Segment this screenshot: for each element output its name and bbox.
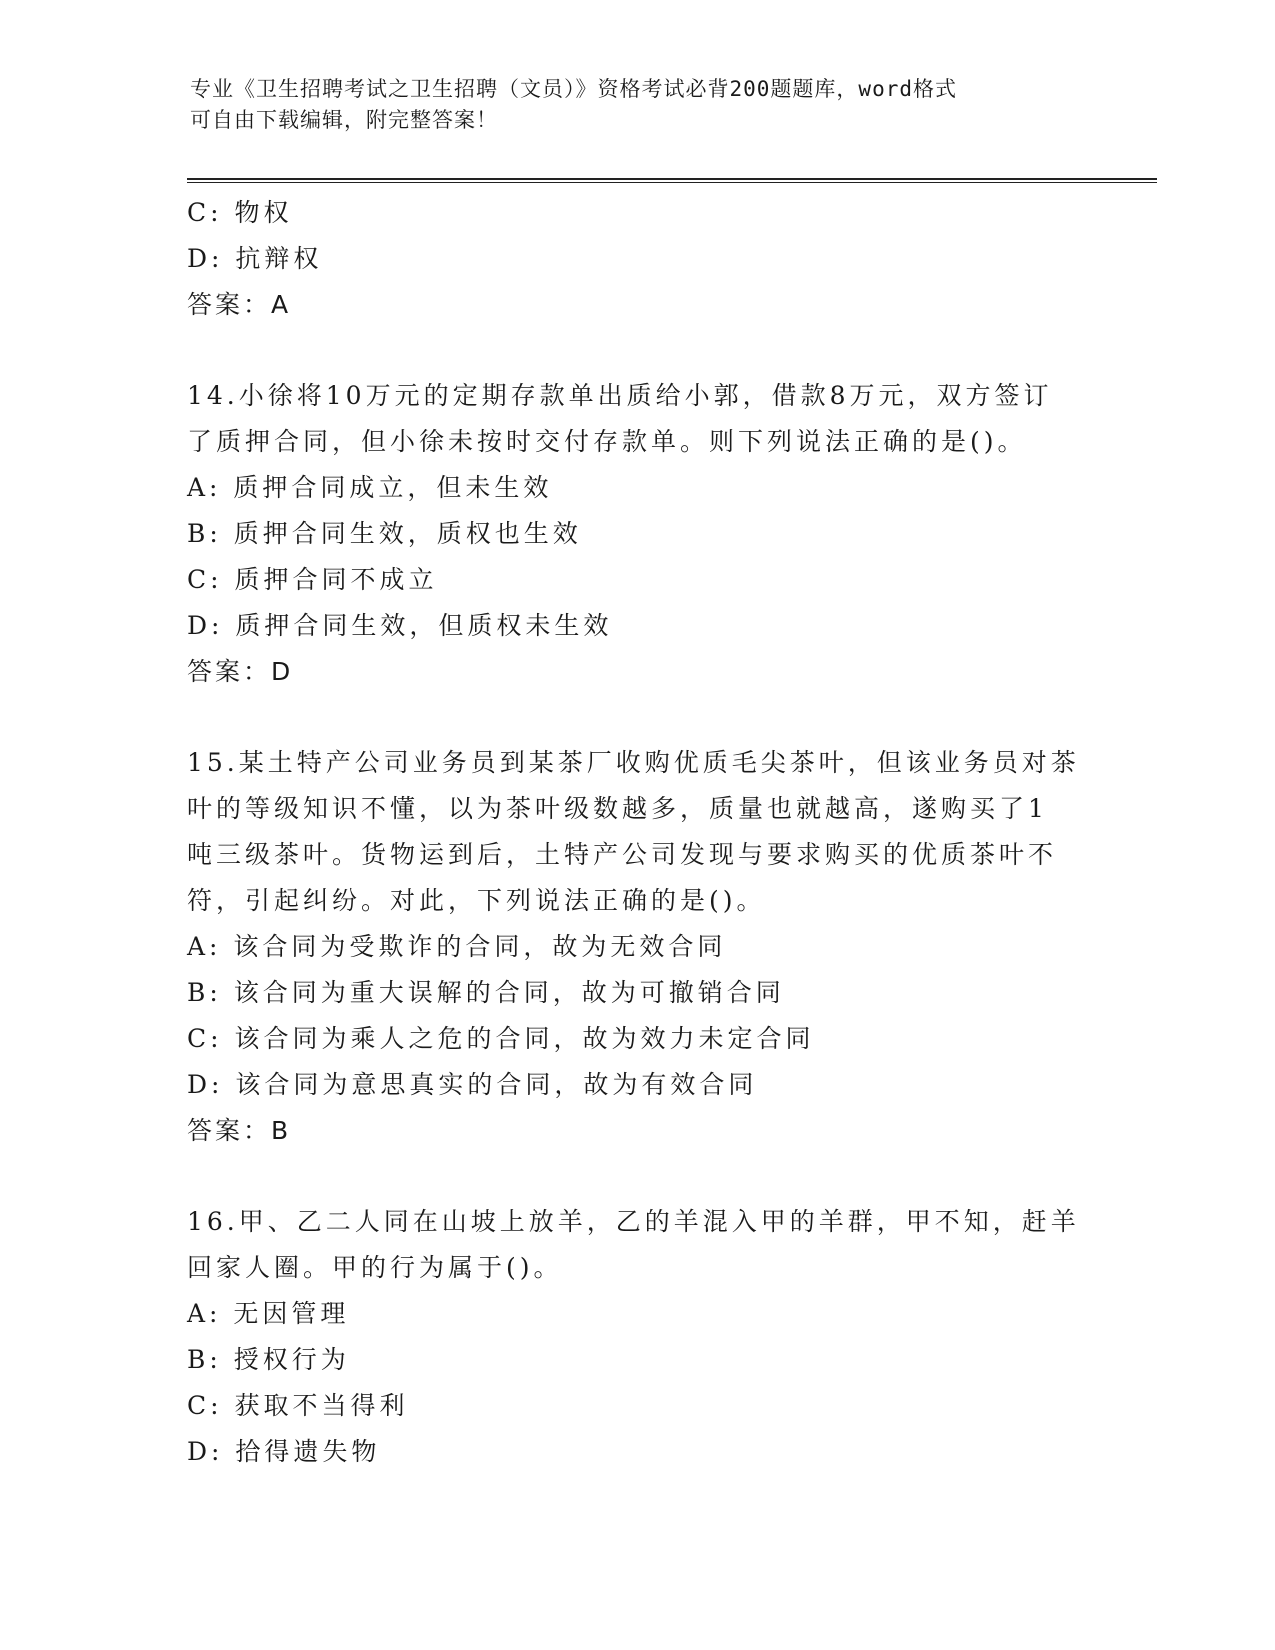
option-a: A: 质押合同成立，但未生效	[187, 473, 553, 502]
spacer	[187, 328, 1087, 373]
option-a: A: 该合同为受欺诈的合同，故为无效合同	[187, 932, 727, 961]
answer: 答案：D	[187, 657, 294, 686]
option-d: D: 拾得遗失物	[187, 1437, 381, 1466]
question-stem-line: 15.某土特产公司业务员到某茶厂收购优质毛尖茶叶，但该业务员对茶	[187, 748, 1080, 777]
question-stem-line: 14.小徐将10万元的定期存款单出质给小郭，借款8万元，双方签订	[187, 381, 1053, 410]
option-b: B: 该合同为重大误解的合同，故为可撤销合同	[187, 978, 785, 1007]
option-c: C: 物权	[187, 198, 293, 227]
header-title-line-1: 专业《卫生招聘考试之卫生招聘（文员）》资格考试必背200题题库，word格式	[190, 77, 957, 101]
page-header	[190, 74, 1070, 136]
option-c: C: 获取不当得利	[187, 1391, 409, 1420]
question-stem-line: 回家人圈。甲的行为属于()。	[187, 1253, 563, 1282]
option-c: C: 质押合同不成立	[187, 565, 438, 594]
answer: 答案：B	[187, 1116, 292, 1145]
question-stem-line: 叶的等级知识不懂，以为茶叶级数越多，质量也就越高，遂购买了1	[187, 794, 1048, 823]
option-b: B: 授权行为	[187, 1345, 350, 1374]
option-b: B: 质押合同生效，质权也生效	[187, 519, 582, 548]
question-13-tail	[187, 190, 1087, 328]
spacer	[187, 695, 1087, 740]
question-stem-line: 符，引起纠纷。对此，下列说法正确的是()。	[187, 886, 766, 915]
question-16	[187, 1199, 1087, 1475]
option-d: D: 该合同为意思真实的合同，故为有效合同	[187, 1070, 758, 1099]
option-c: C: 该合同为乘人之危的合同，故为效力未定合同	[187, 1024, 815, 1053]
question-list	[187, 190, 1087, 1475]
answer: 答案：A	[187, 290, 292, 319]
option-d: D: 质押合同生效，但质权未生效	[187, 611, 613, 640]
question-15	[187, 740, 1087, 1154]
question-14	[187, 373, 1087, 695]
option-d: D: 抗辩权	[187, 244, 323, 273]
option-a: A: 无因管理	[187, 1299, 350, 1328]
header-title-line-2: 可自由下载编辑，附完整答案！	[190, 108, 498, 132]
question-stem-line: 16.甲、乙二人同在山坡上放羊，乙的羊混入甲的羊群，甲不知，赶羊	[187, 1207, 1080, 1236]
question-stem-line: 了质押合同，但小徐未按时交付存款单。则下列说法正确的是()。	[187, 427, 1027, 456]
question-stem-line: 吨三级茶叶。货物运到后，土特产公司发现与要求购买的优质茶叶不	[187, 840, 1058, 869]
header-divider	[187, 178, 1157, 183]
spacer	[187, 1154, 1087, 1199]
